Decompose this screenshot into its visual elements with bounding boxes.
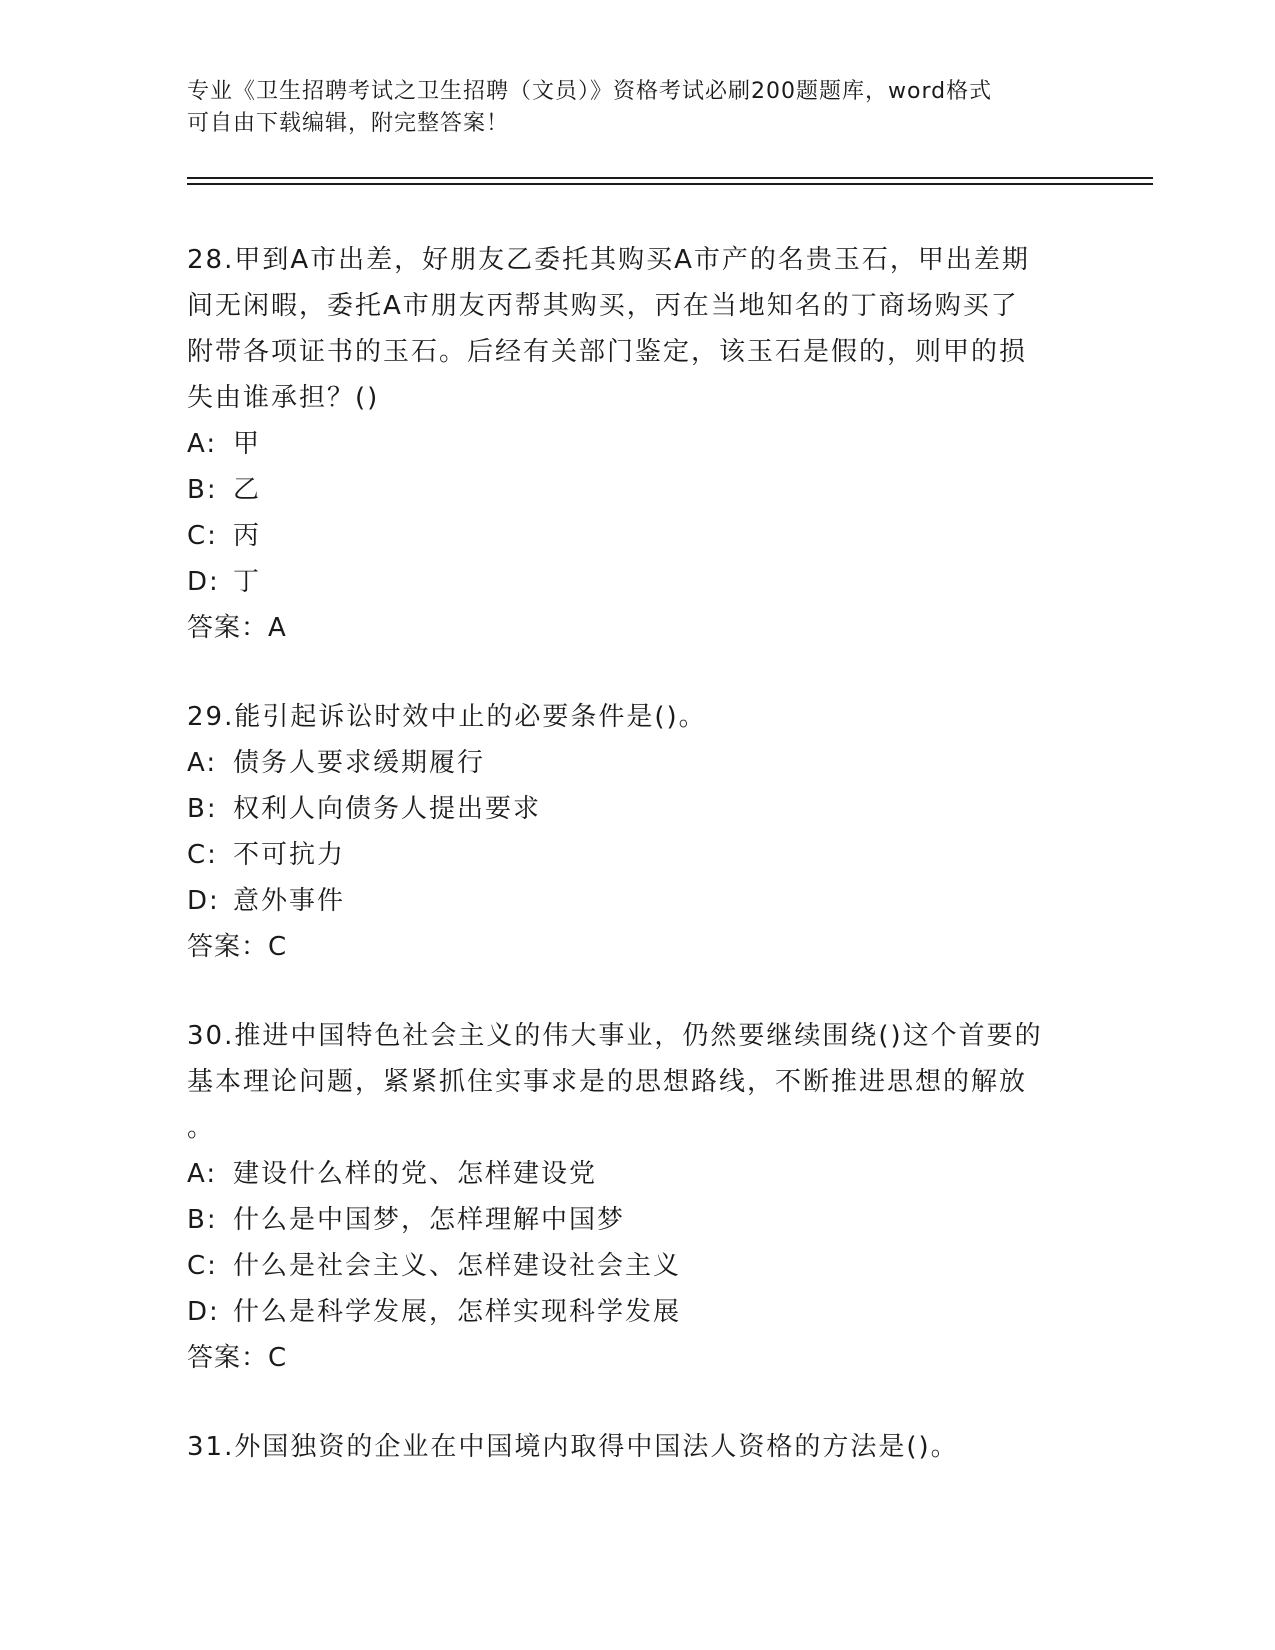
option-letter: B:: [187, 475, 218, 505]
question-30: [187, 1013, 1087, 1381]
option-text: 什么是社会主义、怎样建设社会主义: [233, 1251, 682, 1281]
option-a: [187, 1151, 1087, 1197]
option-letter: B:: [187, 794, 218, 824]
question-list: [187, 237, 1087, 1513]
header-title-line-2: 可自由下载编辑，附完整答案！: [187, 111, 510, 136]
option-d: [187, 1289, 1087, 1335]
option-letter: A:: [187, 1159, 218, 1189]
question-stem-line: 29.能引起诉讼时效中止的必要条件是()。: [187, 702, 707, 732]
question-stem-line: 30.推进中国特色社会主义的伟大事业，仍然要继续围绕()这个首要的: [187, 1021, 1043, 1051]
option-letter: C:: [187, 1251, 218, 1281]
option-b: [187, 467, 1087, 513]
option-text: 甲: [233, 429, 262, 459]
option-text: 什么是科学发展，怎样实现科学发展: [233, 1297, 682, 1327]
option-letter: A:: [187, 748, 218, 778]
option-text: 丁: [233, 567, 262, 597]
question-28: [187, 237, 1087, 651]
option-b: [187, 1197, 1087, 1243]
option-letter: D:: [187, 1297, 220, 1327]
document-header: [187, 76, 1067, 140]
option-c: [187, 832, 1087, 878]
question-31: [187, 1424, 1087, 1470]
option-letter: D:: [187, 886, 220, 916]
option-text: 建设什么样的党、怎样建设党: [233, 1159, 598, 1189]
header-divider-bottom: [187, 183, 1153, 185]
option-letter: D:: [187, 567, 220, 597]
answer-line: 答案：A: [187, 613, 287, 643]
question-stem-line: 28.甲到A市出差，好朋友乙委托其购买A市产的名贵玉石，甲出差期: [187, 245, 1030, 275]
option-a: [187, 421, 1087, 467]
question-stem-line: 间无闲暇，委托A市朋友丙帮其购买，丙在当地知名的丁商场购买了: [187, 291, 1019, 321]
option-b: [187, 786, 1087, 832]
option-text: 债务人要求缓期履行: [233, 748, 486, 778]
option-text: 意外事件: [233, 886, 346, 916]
answer-line: 答案：C: [187, 932, 288, 962]
option-text: 什么是中国梦，怎样理解中国梦: [233, 1205, 626, 1235]
header-divider-top: [187, 177, 1153, 179]
option-letter: C:: [187, 521, 218, 551]
question-stem-line: 。: [187, 1113, 216, 1143]
option-a: [187, 740, 1087, 786]
option-letter: C:: [187, 840, 218, 870]
option-c: [187, 1243, 1087, 1289]
option-letter: A:: [187, 429, 218, 459]
option-text: 乙: [233, 475, 262, 505]
answer-line: 答案：C: [187, 1343, 288, 1373]
header-title-line-1: 专业《卫生招聘考试之卫生招聘（文员）》资格考试必刷200题题库，word格式: [187, 79, 993, 104]
question-stem-line: 31.外国独资的企业在中国境内取得中国法人资格的方法是()。: [187, 1432, 959, 1462]
option-text: 权利人向债务人提出要求: [233, 794, 542, 824]
option-d: [187, 878, 1087, 924]
question-29: [187, 694, 1087, 970]
question-stem-line: 附带各项证书的玉石。后经有关部门鉴定，该玉石是假的，则甲的损: [187, 337, 1028, 367]
question-stem-line: 失由谁承担？(): [187, 383, 380, 413]
option-c: [187, 513, 1087, 559]
question-stem-line: 基本理论问题，紧紧抓住实事求是的思想路线，不断推进思想的解放: [187, 1067, 1028, 1097]
option-d: [187, 559, 1087, 605]
option-text: 丙: [233, 521, 262, 551]
option-letter: B:: [187, 1205, 218, 1235]
option-text: 不可抗力: [233, 840, 346, 870]
